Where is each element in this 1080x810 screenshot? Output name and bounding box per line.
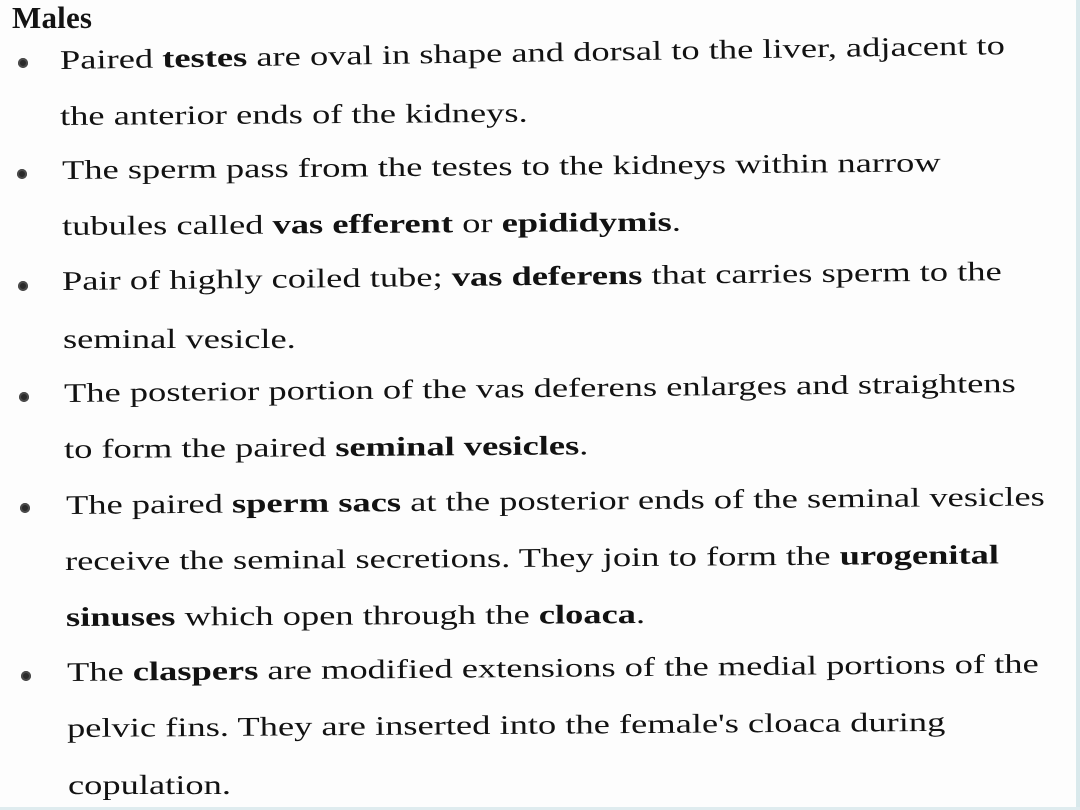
- text-run: The sperm pass from the testes to the kidneys within narrow: [61, 147, 941, 185]
- bullet-text-line: [60, 98, 528, 131]
- bullet-text-line: [62, 147, 941, 185]
- bold-term: claspers: [132, 655, 259, 687]
- bullet-text-line: [65, 539, 999, 576]
- bullet-icon: [18, 58, 28, 68]
- bullet-text-line: [64, 368, 1016, 408]
- text-run: Paired: [59, 43, 163, 75]
- text-run: .: [579, 430, 589, 461]
- bullet-icon: [17, 169, 27, 179]
- section-heading: Males: [12, 0, 93, 35]
- bold-term: sinuses: [65, 601, 176, 632]
- text-run: The posterior portion of the vas deferens enlarges and straightens: [63, 368, 1016, 408]
- text-run: or: [452, 207, 502, 239]
- bullet-text-line: [67, 649, 1039, 687]
- text-run: that carries sperm to the: [642, 256, 1002, 290]
- text-run: pelvic fins. They are inserted into the female's cloaca during: [66, 706, 946, 743]
- text-run: copulation.: [68, 770, 231, 800]
- bold-term: cloaca: [538, 599, 637, 630]
- text-run: are oval in shape and dorsal to the liver, adjacent to: [246, 30, 1006, 73]
- bold-term: vas efferent: [272, 208, 454, 240]
- bullet-text-line: [63, 324, 296, 354]
- bullet-text-line: [66, 599, 645, 632]
- text-run: at the posterior ends of the seminal vesicles: [400, 481, 1045, 518]
- bullet-icon: [19, 392, 29, 402]
- text-run: Pair of highly coiled tube;: [61, 261, 452, 296]
- text-run: The: [66, 656, 133, 687]
- bullet-text-line: [60, 30, 1005, 75]
- text-run: receive the seminal secretions. They join to form the: [64, 540, 840, 576]
- bold-term: seminal vesicles: [335, 430, 580, 463]
- bullet-text-line: [66, 481, 1045, 520]
- bold-term: urogenital: [839, 539, 1000, 571]
- text-run: .: [671, 206, 682, 237]
- text-run: the anterior ends of the kidneys.: [59, 97, 528, 131]
- text-run: The paired: [65, 488, 233, 520]
- bold-term: sperm sacs: [231, 487, 402, 519]
- bullet-icon: [21, 671, 31, 681]
- bullet-icon: [20, 503, 30, 513]
- bold-term: vas deferens: [451, 259, 643, 292]
- bullet-text-line: [62, 207, 681, 241]
- text-run: to form the paired: [63, 432, 336, 464]
- text-run: .: [635, 598, 646, 630]
- bullet-text-line: [67, 707, 946, 743]
- bold-term: testes: [161, 42, 248, 74]
- text-run: tubules called: [61, 209, 273, 241]
- bullet-text-line: [62, 256, 1002, 296]
- text-run: seminal vesicle.: [63, 324, 296, 354]
- text-run: which open through the: [175, 599, 539, 632]
- text-run: are modified extensions of the medial portions of the: [258, 648, 1039, 686]
- bold-term: epididymis: [501, 206, 672, 238]
- bullet-text-line: [64, 430, 589, 464]
- scan-edge-right: [1076, 0, 1080, 810]
- bullet-icon: [18, 281, 28, 291]
- bullet-text-line: [68, 770, 231, 800]
